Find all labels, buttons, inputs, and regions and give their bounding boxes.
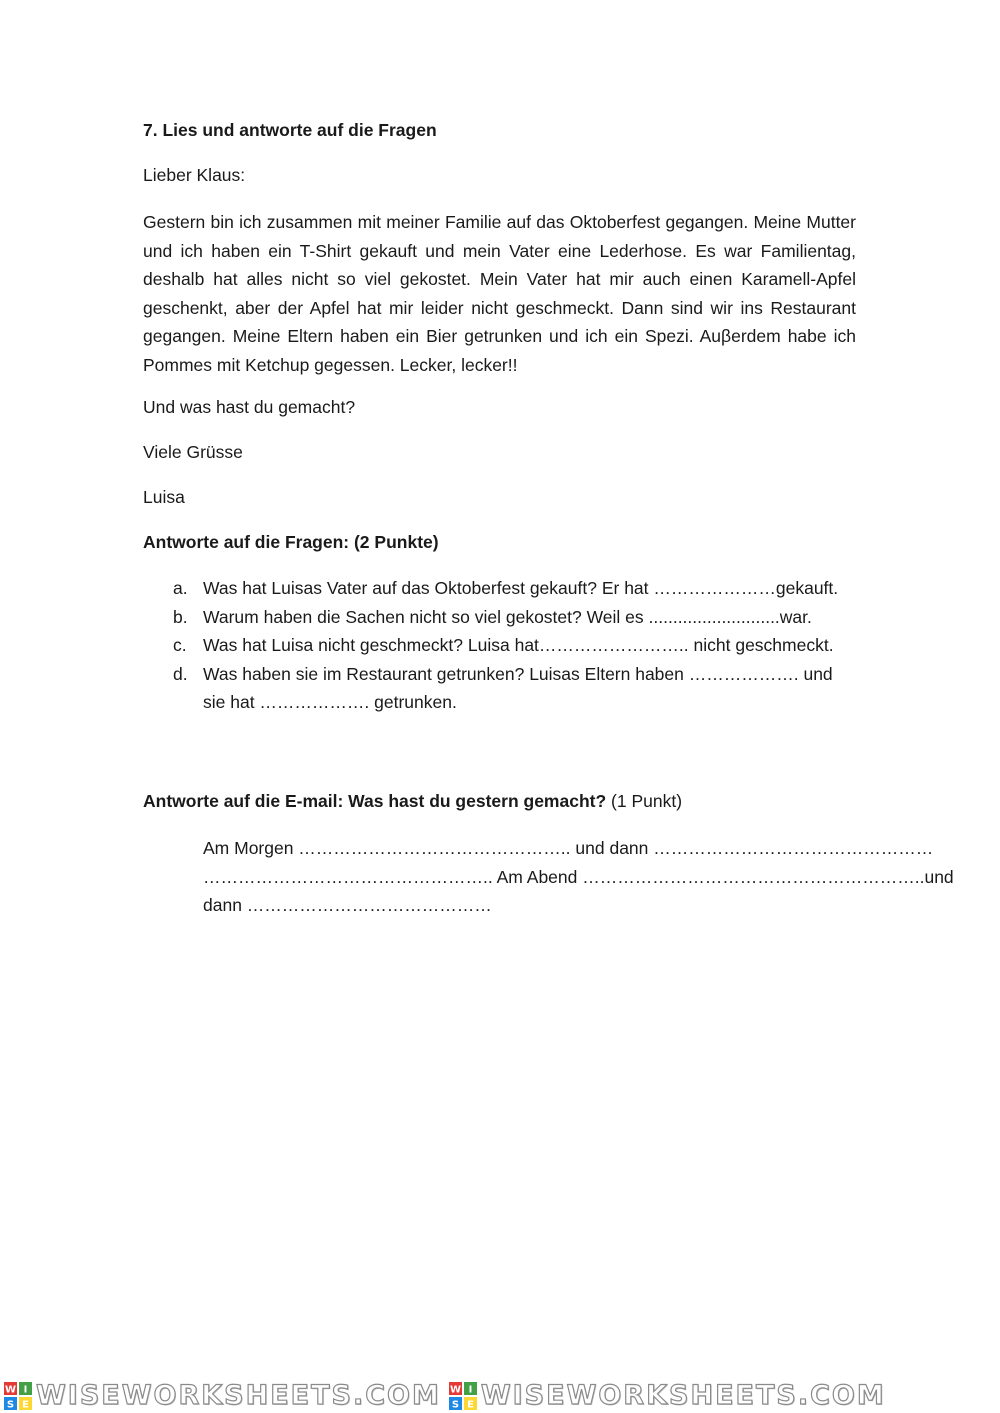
footer-logo xyxy=(449,1380,886,1411)
footer-logo xyxy=(4,1380,441,1411)
question-marker: d. xyxy=(173,663,188,684)
question-marker: b. xyxy=(173,606,188,627)
exercise-heading: 7. Lies und antworte auf die Fragen xyxy=(143,120,437,140)
wise-logo-icon xyxy=(449,1382,477,1410)
wise-logo-icon xyxy=(4,1382,32,1410)
email-answer-block xyxy=(203,834,954,920)
wise-logo-letter: I xyxy=(468,1384,473,1395)
letter-greeting: Lieber Klaus: xyxy=(143,165,246,185)
question-marker: a. xyxy=(173,578,188,598)
questions-list xyxy=(143,574,856,717)
footer-logo-text: WISEWORKSHEETS.COM xyxy=(480,1380,886,1411)
wise-logo-letter: S xyxy=(451,1399,459,1410)
wise-logo-letter: W xyxy=(4,1384,17,1395)
question-text: Was hat Luisa nicht geschmeckt? Luisa hat…………………….. nicht geschmeckt. xyxy=(203,635,834,655)
question-marker: c. xyxy=(173,635,187,655)
email-section-title-bold: Antworte auf die E-mail: Was hast du gestern gemacht? xyxy=(143,791,607,811)
answer-line: ………………………………………….. Am Abend …………………………………………………..und xyxy=(203,866,954,887)
letter-closing-question: Und was hast du gemacht? xyxy=(143,397,356,417)
letter-signature: Luisa xyxy=(143,487,185,507)
footer-watermark xyxy=(0,1378,1000,1413)
wise-logo-letter: E xyxy=(466,1399,474,1410)
question-text: Was haben sie im Restaurant getrunken? Luisas Eltern haben ………………. und sie hat ………………. getrunken. xyxy=(203,663,833,712)
question-item xyxy=(143,631,856,660)
question-item xyxy=(143,574,856,603)
question-item xyxy=(143,603,856,632)
email-section-title xyxy=(143,791,682,812)
footer-logo-text: WISEWORKSHEETS.COM xyxy=(36,1380,441,1411)
wise-logo-letter: E xyxy=(22,1399,29,1410)
wise-logo-letter: I xyxy=(23,1384,28,1395)
letter-closing: Viele Grüsse xyxy=(143,442,243,462)
question-item xyxy=(143,660,856,717)
wise-logo-letter: S xyxy=(6,1399,15,1410)
letter-body: Gestern bin ich zusammen mit meiner Familie auf das Oktoberfest gegangen. Meine Mutter und ich haben ein T-Shirt gekauft und mein Vater eine Lederhose. Es war Familientag, deshalb hat alles nicht so viel gekostet. Mein Vater hat mir auch einen Karamell-Apfel geschenkt, aber der Apfel hat mir leider nicht geschmeckt. Dann sind wir ins Restaurant gegangen. Meine Eltern haben ein Bier getrunken und ich ein Spezi. Auβerdem habe ich Pommes mit Ketchup gegessen. Lecker, lecker!! xyxy=(143,212,856,375)
answer-line: Am Morgen ……………………………………….. und dann ………………………………………… xyxy=(203,838,934,858)
questions-section-title: Antworte auf die Fragen: (2 Punkte) xyxy=(143,532,439,552)
answer-line: dann …………………………………… xyxy=(203,895,492,915)
question-text: Warum haben die Sachen nicht so viel gekostet? Weil es ...........................war. xyxy=(203,606,812,627)
question-text: Was hat Luisas Vater auf das Oktoberfest gekauft? Er hat …………………gekauft. xyxy=(203,578,839,598)
email-section-points: (1 Punkt) xyxy=(606,791,683,811)
wise-logo-letter: W xyxy=(449,1384,461,1395)
